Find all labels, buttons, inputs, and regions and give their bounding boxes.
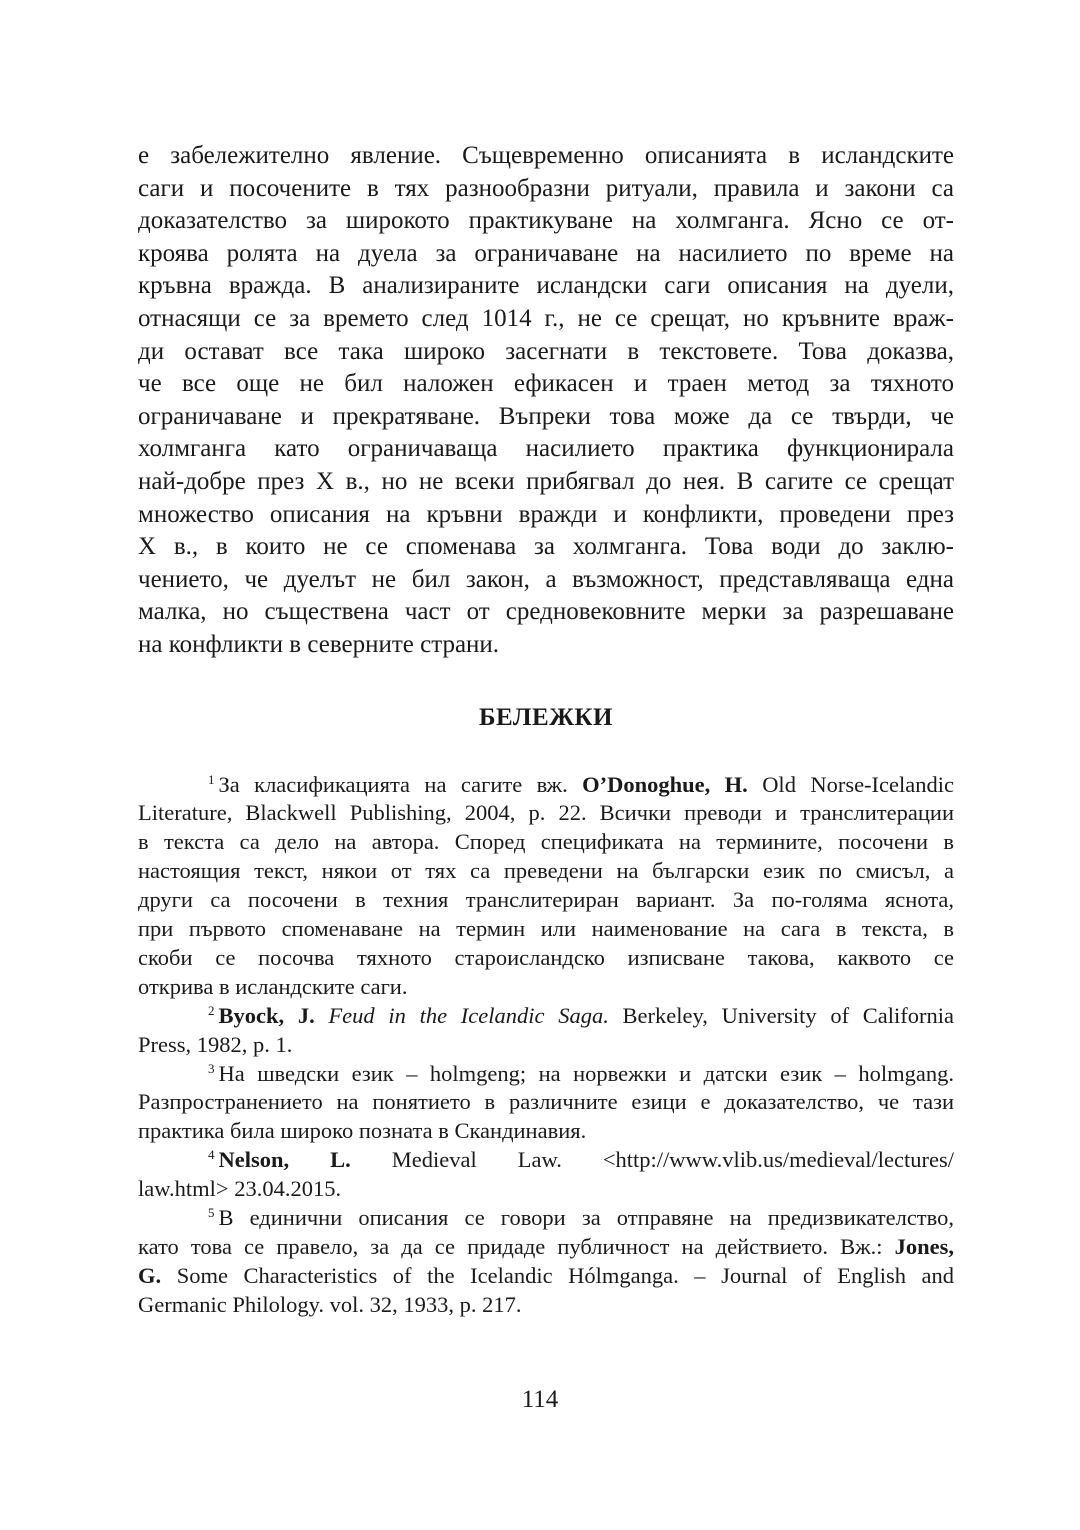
footnote-text: настоящия текст, някои от тях са преведени на български език по смисъл, а <box>138 858 954 884</box>
footnote-line <box>138 973 954 1002</box>
footnote-2 <box>138 1002 954 1060</box>
body-line: отнасящи се за времето след 1014 г., не се срещат, но кръвните враж- <box>138 304 954 332</box>
footnote-line <box>138 886 954 915</box>
body-paragraph <box>138 140 954 662</box>
footnote-number: 5 <box>208 1205 215 1221</box>
page-content <box>138 140 954 1320</box>
footnote-line <box>138 1117 954 1146</box>
footnote-author: Byock, J. <box>218 1002 329 1028</box>
footnote-text: като това се правело, за да се придаде публичност на действието. Вж.: <box>138 1234 895 1259</box>
footnote-text: Press, 1982, p. 1. <box>138 1031 293 1057</box>
footnote-text: скоби се посочва тяхното староисландско изписване такова, каквото се <box>138 944 954 970</box>
body-line: кръвна вражда. В анализираните исландски саги описания на дуели, <box>138 272 954 300</box>
footnote-author: Nelson, L. <box>218 1147 351 1173</box>
footnote-5 <box>138 1204 954 1320</box>
footnote-line <box>138 828 954 857</box>
footnote-text: Berkeley, University of California <box>608 1002 954 1028</box>
footnote-line <box>138 1262 954 1291</box>
footnote-text: В единични описания се говори за отправяне на предизвикателство, <box>218 1205 954 1231</box>
page-number: 114 <box>521 1386 559 1413</box>
notes-heading: БЕЛЕЖКИ <box>479 703 613 731</box>
footnote-line <box>138 1031 954 1060</box>
footnote-4 <box>138 1146 954 1204</box>
footnote-number: 4 <box>208 1147 215 1163</box>
body-line: холмганга като ограничаваща насилието практика функционирала <box>138 435 954 463</box>
body-line: саги и посочените в тях разнообразни ритуали, правила и закони са <box>138 174 954 202</box>
footnote-line <box>138 1146 954 1175</box>
footnote-text: Medieval Law. <http://www.vlib.us/medieval/lectures/ <box>350 1147 955 1173</box>
footnote-author: O’Donoghue, H. <box>582 771 748 797</box>
body-line: X в., в които не се споменава за холмганга. Това води до заклю- <box>138 533 954 561</box>
footnote-number: 1 <box>208 771 215 787</box>
footnote-text: За класификацията на сагите вж. <box>218 771 583 797</box>
body-line: че все още не бил наложен ефикасен и траен метод за тяхното <box>138 370 954 398</box>
footnote-text: открива в исландските саги. <box>138 973 408 999</box>
footnote-line <box>138 1088 954 1117</box>
body-line: ограничаване и прекратяване. Въпреки това може да се твърди, че <box>138 402 954 430</box>
footnote-line <box>138 1204 954 1233</box>
footnote-text: На шведски език – holmgeng; на норвежки и датски език – holmgang. <box>218 1060 954 1086</box>
footnote-number: 2 <box>208 1002 215 1018</box>
footnote-text: в текста са дело на автора. Според спецификата на термините, посочени в <box>138 829 954 855</box>
footnote-line <box>138 1291 954 1320</box>
footnote-author: G. <box>138 1262 162 1288</box>
body-line: на конфликти в северните страни. <box>138 630 500 658</box>
footnote-1 <box>138 771 954 1002</box>
footnote-text: практика била широко позната в Скандинавия. <box>138 1118 587 1144</box>
body-line: множество описания на кръвни вражди и конфликти, проведени през <box>138 500 954 528</box>
body-line: ди остават все така широко засегнати в текстовете. Това доказва, <box>138 337 954 365</box>
footnote-line <box>138 771 954 800</box>
footnote-line <box>138 1233 954 1262</box>
footnote-number: 3 <box>208 1060 215 1076</box>
footnote-text: при първото споменаване на термин или наименование на сага в текста, в <box>138 916 954 942</box>
footnote-text: Some Characteristics of the Icelandic Hólmganga. – Journal of English and <box>161 1262 954 1288</box>
body-line: най-добре през X в., но не всеки прибягвал до нея. В сагите се срещат <box>138 467 954 495</box>
body-line: е забележително явление. Същевременно описанията в исландските <box>138 142 954 169</box>
footnote-3 <box>138 1060 954 1147</box>
footnote-line <box>138 1060 954 1089</box>
footnotes-section <box>138 771 954 1320</box>
footnote-author: Jones, <box>894 1234 954 1259</box>
footnote-line <box>138 799 954 828</box>
footnote-text: Literature, Blackwell Publishing, 2004, p. 22. Всички преводи и транслитерации <box>138 800 954 826</box>
body-line: доказателство за широкото практикуване на холмганга. Ясно се от- <box>138 207 954 235</box>
footnote-text: Old Norse-Icelandic <box>747 771 954 797</box>
footnote-text: Разпространението на понятието в различните езици е доказателство, че тази <box>138 1089 954 1115</box>
body-line: малка, но съществена част от средновековните мерки за разрешаване <box>138 598 954 626</box>
footnote-line <box>138 915 954 944</box>
footnote-text: law.html> 23.04.2015. <box>138 1176 342 1202</box>
footnote-line <box>138 857 954 886</box>
body-line: чението, че дуелът не бил закон, а възможност, представляваща една <box>138 565 954 593</box>
footnote-text: Germanic Philology. vol. 32, 1933, p. 217. <box>138 1291 522 1317</box>
footnote-line <box>138 1002 954 1031</box>
footnote-title: Feud in the Icelandic Saga. <box>328 1002 609 1028</box>
footnote-line <box>138 944 954 973</box>
footnote-line <box>138 1175 954 1204</box>
footnote-text: други са посочени в техния транслитериран вариант. За по-голяма яснота, <box>138 887 954 913</box>
body-line: кроява ролята на дуела за ограничаване на насилието по време на <box>138 239 954 267</box>
